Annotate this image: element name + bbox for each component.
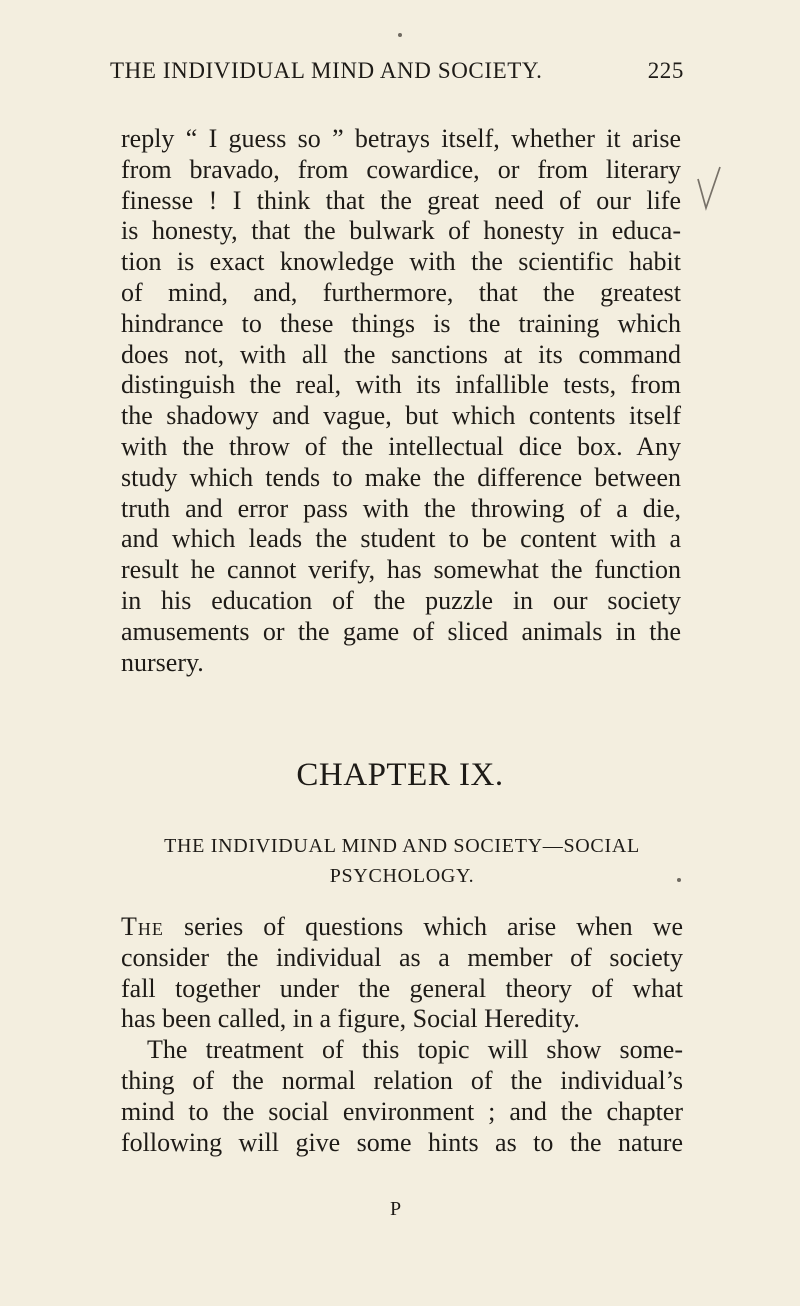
running-title: THE INDIVIDUAL MIND AND SOCIETY.	[110, 58, 543, 83]
check-mark-icon	[694, 163, 722, 211]
body-line-15: result he cannot verify, has somewhat the function	[121, 555, 681, 585]
body-line-17: amusements or the game of sliced animals in the	[121, 616, 681, 646]
body-line-1: reply “ I guess so ” betrays itself, whether it arise	[121, 124, 681, 153]
body-line-13: truth and error pass with the throwing of a die,	[121, 493, 681, 523]
chapter-subtitle-line-1: THE INDIVIDUAL MIND AND SOCIETY—SOCIAL	[164, 835, 640, 857]
signature-mark: P	[390, 1198, 402, 1220]
chapter-line-7: mind to the social environment ; and the chapter	[121, 1096, 683, 1126]
body-text	[121, 124, 681, 678]
chapter-subtitle	[121, 831, 683, 891]
chapter-text	[121, 912, 683, 1158]
body-line-3: finesse ! I think that the great need of our life	[121, 185, 681, 215]
page-number: 225	[647, 58, 684, 83]
chapter-line-5: The treatment of this topic will show some-	[147, 1035, 683, 1065]
chapter-line-8: following will give some hints as to the nature	[121, 1127, 683, 1157]
body-line-7: hindrance to these things is the training which	[121, 308, 681, 338]
ink-dot-icon	[677, 878, 681, 882]
body-line-10: the shadowy and vague, but which contents itself	[121, 401, 681, 431]
body-line-6: of mind, and, furthermore, that the greatest	[121, 277, 681, 307]
body-line-16: in his education of the puzzle in our society	[121, 585, 681, 615]
body-line-5: tion is exact knowledge with the scientific habit	[121, 247, 681, 277]
body-line-9: distinguish the real, with its infallible tests, from	[121, 370, 681, 400]
ink-dot-icon	[398, 33, 402, 37]
body-line-14: and which leads the student to be content with a	[121, 524, 681, 554]
chapter-subtitle-line-2: PSYCHOLOGY.	[329, 865, 475, 887]
chapter-line-1-text: series of questions which arise when we	[184, 912, 683, 941]
body-line-12: study which tends to make the difference between	[121, 462, 681, 492]
chapter-line-4: has been called, in a figure, Social Heredity.	[121, 1004, 580, 1034]
body-line-18: nursery.	[121, 647, 204, 677]
chapter-line-1	[121, 912, 683, 943]
chapter-line-6: thing of the normal relation of the individual’s	[121, 1065, 683, 1095]
body-line-2: from bravado, from cowardice, or from literary	[121, 154, 681, 184]
chapter-line-3: fall together under the general theory of what	[121, 973, 683, 1003]
chapter-line-2: consider the individual as a member of society	[121, 942, 683, 972]
chapter-opening-word: The	[121, 912, 164, 941]
body-line-4: is honesty, that the bulwark of honesty in educa-	[121, 216, 681, 246]
body-line-11: with the throw of the intellectual dice box. Any	[121, 431, 681, 461]
body-line-8: does not, with all the sanctions at its command	[121, 339, 681, 369]
chapter-title: CHAPTER IX.	[296, 757, 504, 793]
